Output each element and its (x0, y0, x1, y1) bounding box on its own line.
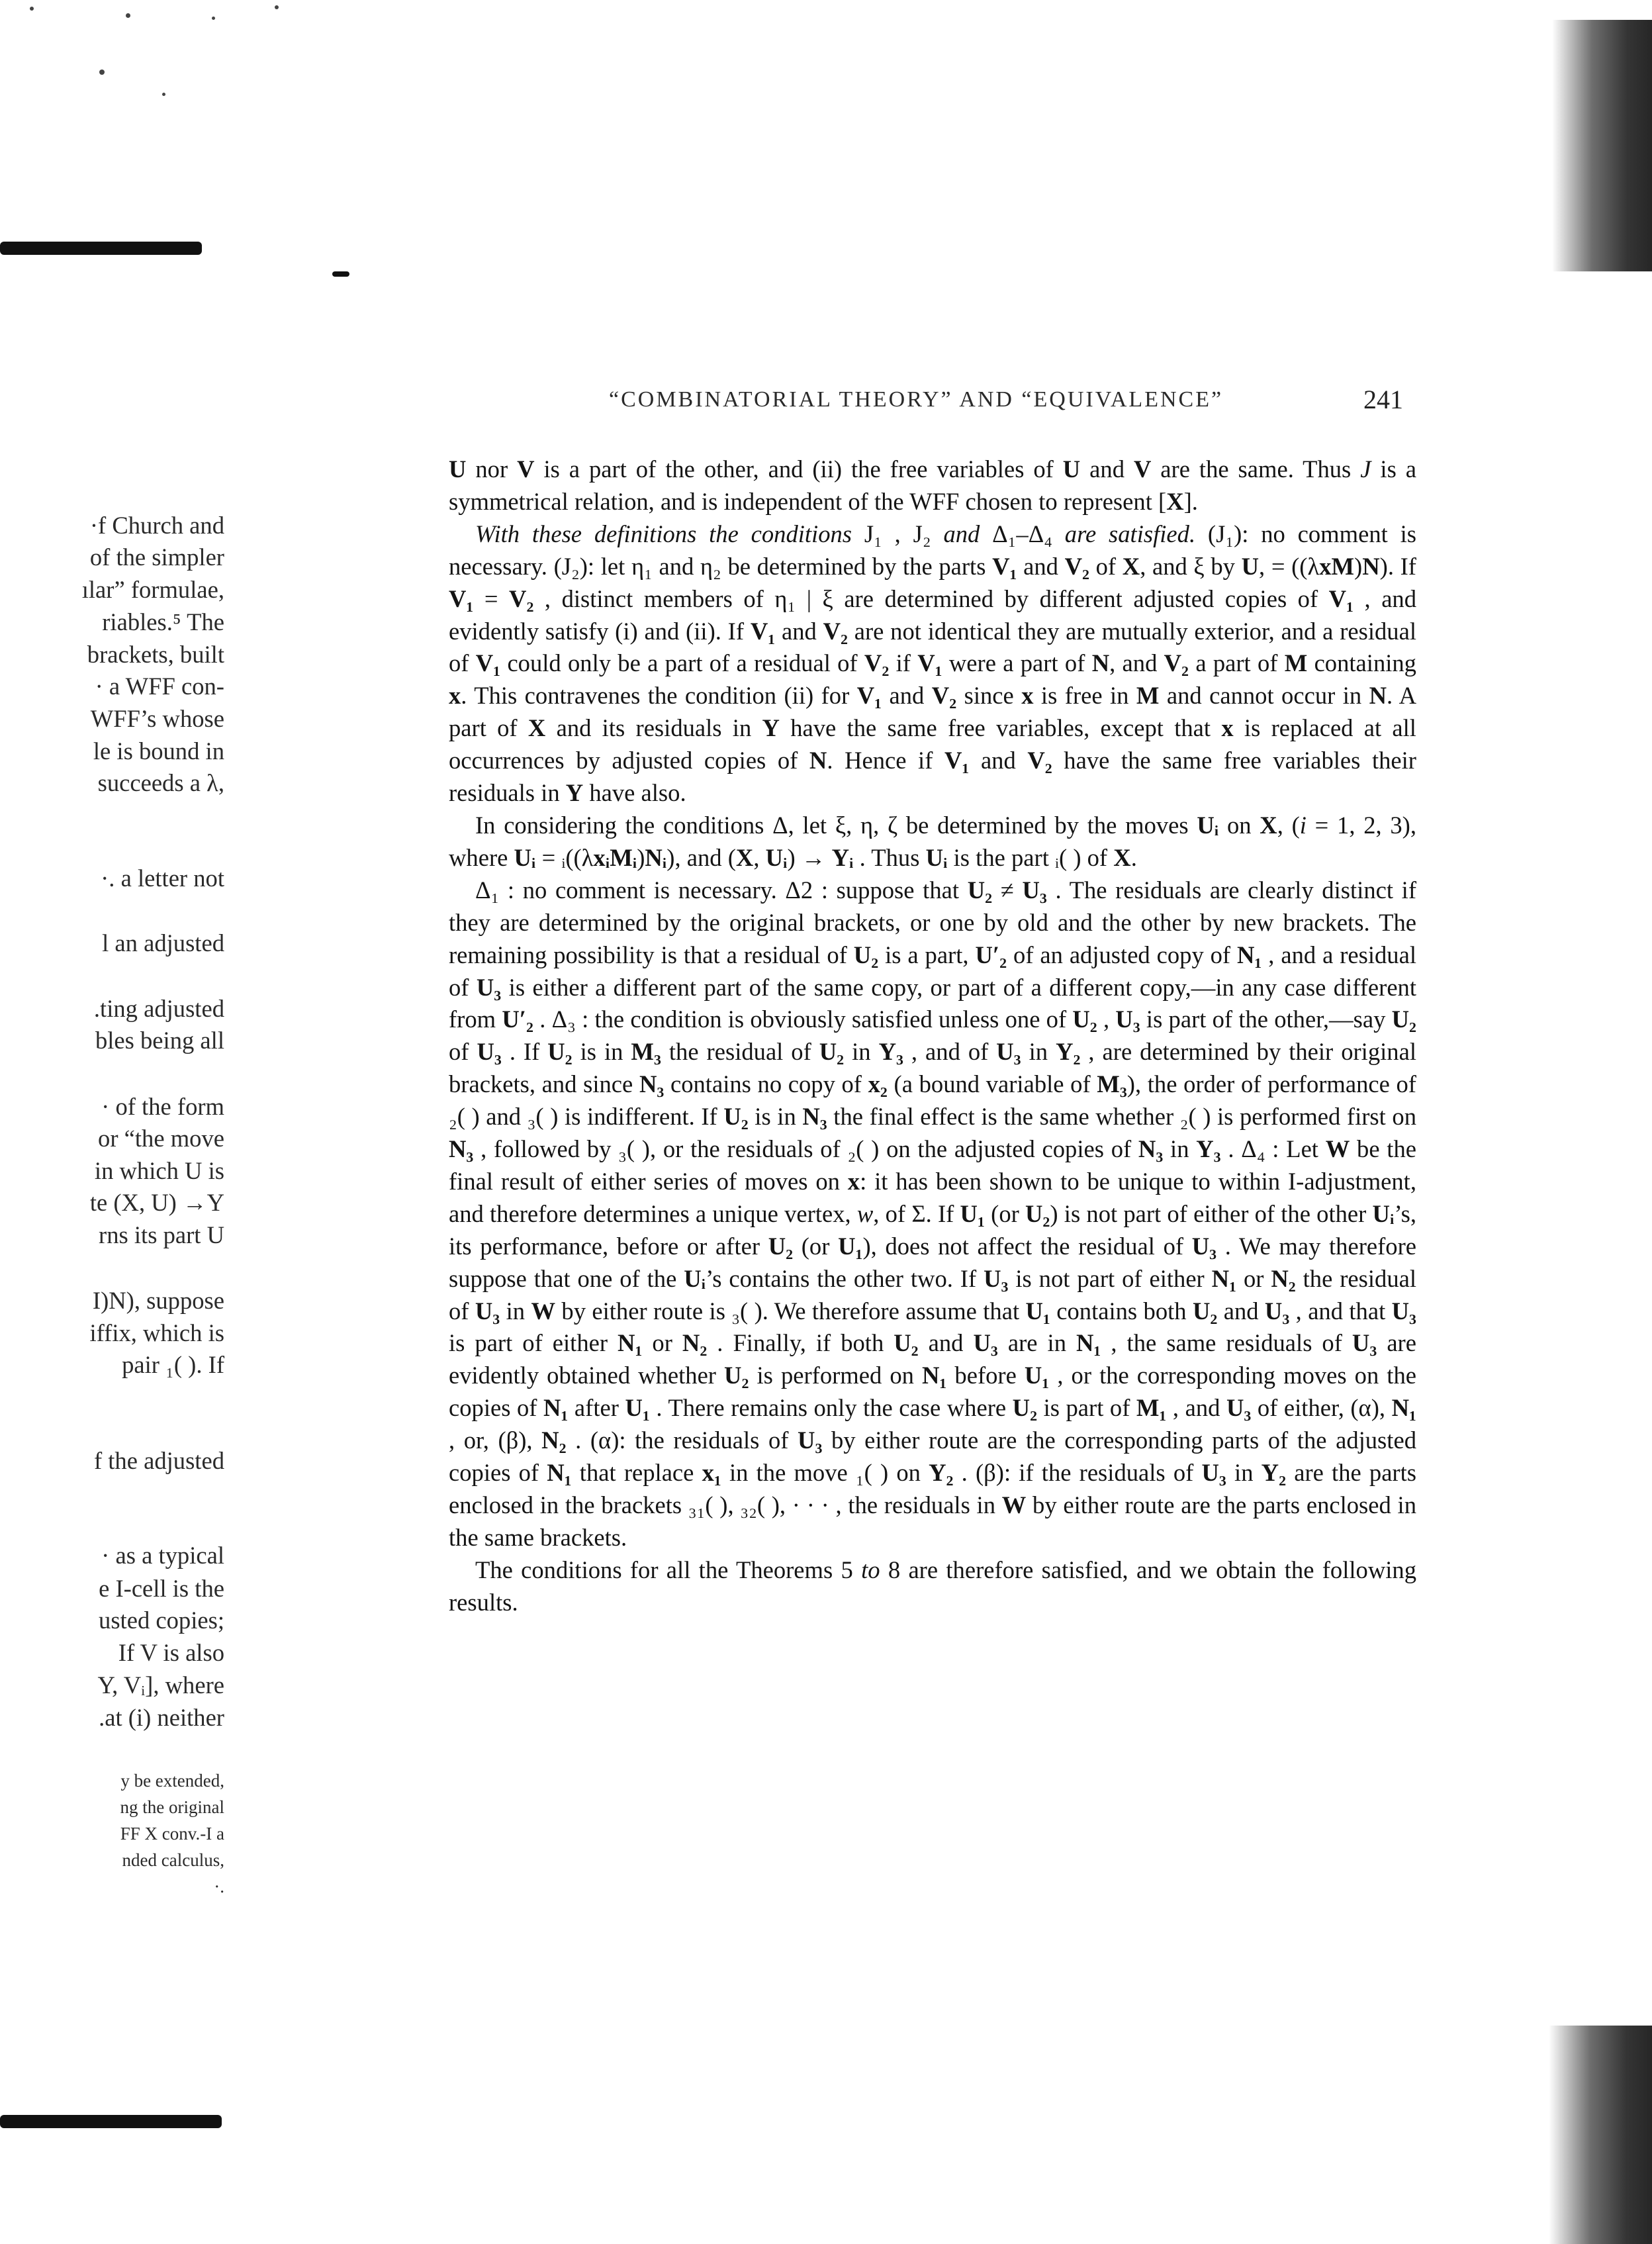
text-run: are in (997, 1329, 1076, 1357)
text-run: on (1218, 811, 1260, 839)
text-run: U₂ (724, 1362, 749, 1389)
text-run: is part of the other,—say (1140, 1005, 1392, 1033)
text-run: x₂ (868, 1070, 888, 1098)
text-run: N (809, 747, 827, 774)
text-run: J (1360, 455, 1371, 483)
text-run: ≠ (992, 876, 1023, 904)
text-run: is free in (1033, 682, 1136, 710)
text-run: M (1136, 682, 1160, 710)
left-fragment-line: in which U is (94, 1157, 224, 1184)
text-run: , followed by ₃( ), or the residuals of ₂( ) on the adjusted copies of (473, 1135, 1138, 1163)
text-run: by either route are the corresponding parts of the adjusted copies of (449, 1426, 1416, 1487)
text-run: ) (1354, 552, 1363, 580)
text-run: and (1217, 1297, 1265, 1325)
text-run: x₁ (702, 1459, 721, 1487)
left-column-fragments (0, 0, 228, 2244)
text-run: the residual of (449, 1264, 1417, 1325)
text-run: X (1122, 552, 1140, 580)
text-run: by either route are the parts enclosed in the same brackets. (449, 1491, 1416, 1551)
text-run: (or (984, 1199, 1026, 1227)
left-fragment-line: ılar” formulae, (81, 576, 224, 603)
text-run: U₁ (625, 1394, 650, 1422)
text-run: is a part, (878, 941, 976, 968)
text-run: , or the corresponding moves on the copies of (449, 1362, 1416, 1422)
text-run: The conditions for all the Theorems 5 (475, 1556, 862, 1583)
text-run: U₁ (960, 1199, 985, 1227)
text-run: , or, (β), (449, 1426, 542, 1454)
text-run: , and (1109, 649, 1164, 677)
text-run: V₁ (449, 584, 474, 612)
text-run: V₁ (475, 649, 501, 677)
text-run: to (861, 1556, 880, 1583)
text-run: of either, (α), (1251, 1394, 1392, 1422)
text-run: ), the order of performance of ₂( ) and ₃( ) is indifferent. If (449, 1070, 1416, 1131)
text-run: J₁ , J₂ (852, 520, 944, 547)
text-run: have the same free variables their residuals in (449, 747, 1416, 807)
text-run: Y₂ (1056, 1038, 1081, 1066)
text-run: in (1021, 1038, 1056, 1066)
text-run: is replaced at all occurrences by adjusted copies of (449, 714, 1416, 774)
text-run: Y₂ (929, 1459, 954, 1487)
page-number: 241 (1363, 385, 1403, 414)
text-run: . The residuals are clearly distinct if they are determined by the original brackets, or one by old and the other by new brackets. The remaining possibility is that a residual of (449, 876, 1416, 968)
text-run: nor (466, 455, 518, 483)
text-run: contains both (1050, 1297, 1193, 1325)
text-run: With these definitions the conditions (475, 520, 852, 547)
text-run: N₂ (1271, 1264, 1296, 1292)
text-run: V (517, 455, 535, 483)
text-run: is a symmetrical relation, and is independent of the WFF chosen to represent [ (449, 455, 1417, 515)
text-run: were a part of (942, 649, 1092, 677)
text-run: . (α): the residuals of (566, 1426, 798, 1454)
left-fragment-line: · as a typical (101, 1542, 224, 1569)
text-run: = 1, 2, 3), where (449, 811, 1416, 871)
text-run: x (1221, 714, 1234, 742)
text-run: is in (572, 1038, 631, 1066)
left-fragment-line: WFF’s whose (90, 705, 224, 732)
text-run: M₁ (1136, 1394, 1167, 1422)
text-run: U₂ (723, 1103, 749, 1131)
text-run: N₂ (682, 1329, 708, 1357)
text-run: . Δ₄ : Let (1220, 1135, 1326, 1163)
text-run: X (1166, 487, 1184, 515)
text-run: in (844, 1038, 879, 1066)
text-run: before (946, 1362, 1025, 1389)
text-run: Uᵢ (765, 843, 788, 871)
text-run: = (473, 584, 510, 612)
text-run: N₁ (921, 1362, 947, 1389)
text-run: after (568, 1394, 625, 1422)
text-run: containing (1307, 649, 1416, 677)
text-run: . Hence if (827, 747, 944, 774)
text-run: is either a different part of the same copy, or part of a different copy,—in any case different from (449, 973, 1417, 1033)
text-run: and (775, 617, 823, 645)
paragraph (449, 810, 1416, 874)
text-run: M (1284, 649, 1308, 677)
scan-dot (275, 5, 279, 9)
text-run: U₂ (1192, 1297, 1218, 1325)
left-fragment-line: succeeds a λ, (97, 769, 224, 796)
text-run: of an adjusted copy of (1007, 941, 1238, 968)
text-run: , ( (1277, 811, 1300, 839)
text-run: N₁ (1211, 1264, 1237, 1292)
text-run: . Finally, if both (707, 1329, 894, 1357)
text-run: V₁ (944, 747, 970, 774)
text-run: ’s, its performance, before or after (449, 1199, 1416, 1260)
text-run: , and a residual of (449, 941, 1416, 1001)
text-run: . There remains only the case where (649, 1394, 1013, 1422)
text-run: could only be a part of a residual of (500, 649, 864, 677)
left-fragment-line: le is bound in (93, 737, 224, 765)
left-fragment-line: · of the form (101, 1093, 224, 1120)
text-run: and cannot occur in (1159, 682, 1369, 710)
left-fragment-line: bles being all (95, 1027, 224, 1054)
text-run: ). If (1379, 552, 1416, 580)
text-run: and (1080, 455, 1134, 483)
text-run: V₂ (864, 649, 890, 677)
scan-edge-top (1552, 20, 1652, 271)
text-run: U₃ (1391, 1297, 1416, 1325)
text-run: that replace (571, 1459, 702, 1487)
text-run: N₁ (547, 1459, 572, 1487)
text-run: U (1241, 552, 1260, 580)
left-fragment-line: If V is also (118, 1639, 224, 1666)
text-run: V₂ (823, 617, 848, 645)
text-run: U₃ (477, 1038, 502, 1066)
text-run: (or (793, 1232, 839, 1260)
left-fragment-line: brackets, built (87, 641, 224, 668)
text-run: (a bound variable of (887, 1070, 1097, 1098)
scan-mark-small (332, 271, 349, 277)
text-run: V₂ (1064, 552, 1089, 580)
text-run: a part of (1189, 649, 1285, 677)
text-run: of (1089, 552, 1123, 580)
text-run: U₂ (819, 1038, 845, 1066)
text-run: V₁ (917, 649, 942, 677)
text-run: V₁ (856, 682, 882, 710)
text-run: U₃ (1226, 1394, 1252, 1422)
left-fragment-line: riables.⁵ The (102, 608, 224, 635)
text-run: and its residuals in (545, 714, 762, 742)
text-run: , and evidently satisfy (i) and (ii). If (449, 584, 1417, 645)
left-fragment-line: f the adjusted (93, 1447, 224, 1474)
text-run: is the part ᵢ( ) of (947, 843, 1114, 871)
left-fragment-line: ng the original (120, 1797, 224, 1817)
text-run: w (856, 1199, 874, 1227)
text-run: . Thus (853, 843, 926, 871)
text-run: U (449, 455, 467, 483)
text-run: W (1325, 1135, 1350, 1163)
text-run: Uᵢ (1372, 1199, 1395, 1227)
text-run: , (1097, 1005, 1116, 1033)
text-run: U₃ (973, 1329, 998, 1357)
text-run: are satisfied. (1064, 520, 1196, 547)
text-run: , and that (1289, 1297, 1392, 1325)
left-fragment-line: I)N), suppose (92, 1287, 224, 1314)
text-run: ) (637, 843, 645, 871)
text-run: N (1362, 552, 1380, 580)
main-text (449, 453, 1416, 1619)
text-run: . We may therefore suppose that one of the (449, 1232, 1417, 1292)
text-run: are evidently obtained whether (449, 1329, 1416, 1389)
text-run: U₃ (1352, 1329, 1377, 1357)
running-head: “COMBINATORIAL THEORY” AND “EQUIVALENCE” (609, 387, 1224, 412)
text-run: N₁ (1391, 1394, 1416, 1422)
text-run: V₁ (1328, 584, 1354, 612)
text-run: are not identical they are mutually exterior, and a residual of (449, 617, 1416, 677)
text-run: U′₂ (502, 1005, 533, 1033)
text-run: Y₃ (878, 1038, 903, 1066)
left-fragment-line: .at (i) neither (99, 1704, 224, 1731)
text-run: U′₂ (975, 941, 1007, 968)
text-run: x (449, 682, 461, 710)
text-run: Nᵢ (645, 843, 667, 871)
text-run: and (943, 520, 980, 547)
text-run: X (735, 843, 754, 871)
text-run: N₃ (802, 1103, 827, 1131)
text-run: U (1062, 455, 1081, 483)
text-run: = ᵢ((λ (535, 843, 594, 871)
text-run: V₂ (509, 584, 534, 612)
text-run: are the parts enclosed in the brackets ₃₁( ), ₃₂( ), · · · , the residuals in (449, 1459, 1417, 1519)
text-run: ) → (787, 843, 832, 871)
text-run: and (918, 1329, 974, 1357)
text-run: Yᵢ (831, 843, 854, 871)
paragraph (449, 453, 1416, 518)
text-run: U₃ (476, 973, 502, 1001)
text-run: , and ξ by (1140, 552, 1242, 580)
text-run: have also. (583, 779, 686, 807)
text-run: V₂ (1027, 747, 1052, 774)
text-run: in the move ₁( ) on (721, 1459, 929, 1487)
text-run: N₁ (1076, 1329, 1101, 1357)
left-fragment-line: or “the move (98, 1125, 224, 1152)
text-run: ), and ( (666, 843, 736, 871)
text-run: xM (1319, 552, 1355, 580)
left-fragment-line: nded calculus, (122, 1850, 224, 1870)
text-run: are the same. Thus (1151, 455, 1361, 483)
left-fragment-line: ·. (214, 1877, 224, 1896)
left-fragment-line: Y, Vᵢ], where (97, 1671, 224, 1699)
text-run: N₁ (618, 1329, 643, 1357)
text-run: U₂ (894, 1329, 919, 1357)
text-run: or (1236, 1264, 1271, 1292)
text-run: V (1133, 455, 1152, 483)
text-run: N₂ (541, 1426, 567, 1454)
text-run: U₃ (798, 1426, 823, 1454)
text-run: , = ((λ (1259, 552, 1320, 580)
text-run: and (969, 747, 1028, 774)
text-run: is a part of the other, and (ii) the free variables of (534, 455, 1063, 483)
text-run: V₁ (750, 617, 776, 645)
text-run: x (847, 1167, 860, 1195)
text-run: V₂ (1164, 649, 1189, 677)
text-run: N₁ (543, 1394, 569, 1422)
text-run: X (528, 714, 546, 742)
text-run: . If (501, 1038, 548, 1066)
text-run: U₂ (547, 1038, 573, 1066)
text-run: is in (748, 1103, 803, 1131)
text-run: the final effect is the same whether ₂( ) is performed first on (827, 1103, 1416, 1131)
text-run: W (531, 1297, 556, 1325)
text-run: V₂ (931, 682, 957, 710)
text-run: the residual of (661, 1038, 819, 1066)
text-run: W (1001, 1491, 1027, 1519)
text-run: U₃ (1201, 1459, 1226, 1487)
text-run: Uᵢ (514, 843, 536, 871)
text-run: ), does not affect the residual of (862, 1232, 1192, 1260)
text-run: N₁ (1237, 941, 1262, 968)
text-run: Y (762, 714, 780, 742)
text-run: U₃ (1022, 876, 1047, 904)
text-run: U₃ (1264, 1297, 1290, 1325)
text-run: X (1260, 811, 1277, 839)
text-run: Y₂ (1261, 1459, 1287, 1487)
left-fragment-line: ·. a letter not (101, 865, 224, 892)
text-run: and (1017, 552, 1065, 580)
text-run: , (753, 843, 766, 871)
left-fragment-line: · a WFF con- (95, 673, 224, 700)
text-run: 8 are therefore satisfied, and we obtain the following results. (449, 1556, 1416, 1616)
text-run: is performed on (749, 1362, 922, 1389)
text-run: U₃ (475, 1297, 500, 1325)
text-run: U₂ (853, 941, 879, 968)
text-run: is not part of either (1008, 1264, 1212, 1292)
text-run: X (1113, 843, 1131, 871)
text-run: U₂ (1391, 1005, 1416, 1033)
text-run: , and (1166, 1394, 1226, 1422)
left-fragment-line: usted copies; (99, 1607, 224, 1634)
left-fragment-line: te (X, U) →Y (89, 1189, 224, 1216)
text-run: U₃ (984, 1264, 1009, 1292)
text-run: Y (565, 779, 584, 807)
left-fragment-line: rns its part U (99, 1221, 224, 1248)
text-run: Uᵢ (925, 843, 948, 871)
text-run: U₂ (1072, 1005, 1097, 1033)
text-run: U₁ (1025, 1297, 1050, 1325)
text-run: is part of (1037, 1394, 1136, 1422)
text-run: , distinct members of η₁ | ξ are determined by different adjusted copies of (533, 584, 1329, 612)
left-fragment-line: ·f Church and (89, 512, 224, 539)
text-run: (J₁): no comment is necessary. (J₂): let η₁ and η₂ be determined by the parts (449, 520, 1416, 580)
text-run: . This contravenes the condition (ii) for (461, 682, 857, 710)
left-fragment-line: l an adjusted (102, 929, 224, 957)
text-run: In considering the conditions Δ, let ξ, η, ζ be determined by the moves (475, 811, 1197, 839)
text-run: i (1299, 811, 1307, 839)
text-run: have the same free variables, except that (779, 714, 1222, 742)
left-fragment-line: iffix, which is (89, 1319, 224, 1346)
text-run: M₃ (631, 1038, 661, 1066)
paragraph (449, 518, 1416, 810)
text-run: , and of (903, 1038, 997, 1066)
text-run: if (889, 649, 918, 677)
text-run: contains no copy of (664, 1070, 868, 1098)
text-run: since (956, 682, 1022, 710)
paragraph (449, 874, 1416, 1554)
text-run: or (642, 1329, 682, 1357)
text-run: U₂ (1012, 1394, 1038, 1422)
left-fragment-line: FF X conv.-I a (120, 1824, 224, 1844)
text-run: in (1226, 1459, 1262, 1487)
text-run: N₃ (1138, 1135, 1164, 1163)
text-run: . (β): if the residuals of (953, 1459, 1202, 1487)
text-run: N (1091, 649, 1110, 677)
text-run: Uᵢ (684, 1264, 706, 1292)
text-run: U₁ (1024, 1362, 1050, 1389)
text-run: . (1130, 843, 1137, 871)
text-run: in (500, 1297, 531, 1325)
text-run: is part of either (449, 1329, 618, 1357)
left-fragment-line: .ting adjusted (93, 995, 224, 1022)
text-run: ]. (1183, 487, 1198, 515)
text-run: N₃ (449, 1135, 474, 1163)
text-run: ’s contains the other two. If (706, 1264, 984, 1292)
text-run: Δ₁ : no comment is necessary. Δ2 : suppose that (475, 876, 968, 904)
text-run: be the final result of either series of moves on (449, 1135, 1416, 1195)
left-fragment-line: y be extended, (120, 1771, 224, 1791)
paragraph (449, 1554, 1416, 1619)
text-run: , of Σ. If (873, 1199, 960, 1227)
left-fragment-line: of the simpler (89, 543, 224, 571)
scan-edge-bottom (1549, 2026, 1652, 2244)
left-fragment-line: pair ₁( ). If (122, 1351, 224, 1378)
text-run: , the same residuals of (1101, 1329, 1352, 1357)
text-run: Y₃ (1196, 1135, 1221, 1163)
text-run: U₃ (996, 1038, 1021, 1066)
text-run: and (882, 682, 932, 710)
text-run: by either route is ₃( ). We therefore assume that (555, 1297, 1026, 1325)
text-run: V₁ (992, 552, 1017, 580)
text-run: xᵢMᵢ (593, 843, 637, 871)
text-run: U₂ (1025, 1199, 1050, 1227)
text-run: U₃ (1115, 1005, 1140, 1033)
text-run: ) is not part of either of the other (1050, 1199, 1373, 1227)
left-fragment-line: e I-cell is the (99, 1575, 224, 1602)
text-run: in (1163, 1135, 1197, 1163)
text-run: . Δ₃ : the condition is obviously satisfied unless one of (533, 1005, 1073, 1033)
text-run: U₃ (1191, 1232, 1217, 1260)
text-run: N (1369, 682, 1387, 710)
text-run: x (1021, 682, 1034, 710)
text-run: of (449, 1038, 477, 1066)
text-run: Uᵢ (1197, 811, 1219, 839)
text-run: Δ₁–Δ₄ (980, 520, 1065, 547)
text-run: U₁ (838, 1232, 863, 1260)
text-run: N₃ (639, 1070, 665, 1098)
text-run: M₃ (1097, 1070, 1127, 1098)
text-run: , are determined by their original brackets, and since (449, 1038, 1416, 1098)
text-run: . A part of (449, 682, 1417, 742)
text-run: U₂ (768, 1232, 794, 1260)
text-run: : it has been shown to be unique to within I-adjustment, and therefore determines a unique vertex, (449, 1167, 1416, 1227)
text-run: U₂ (967, 876, 993, 904)
